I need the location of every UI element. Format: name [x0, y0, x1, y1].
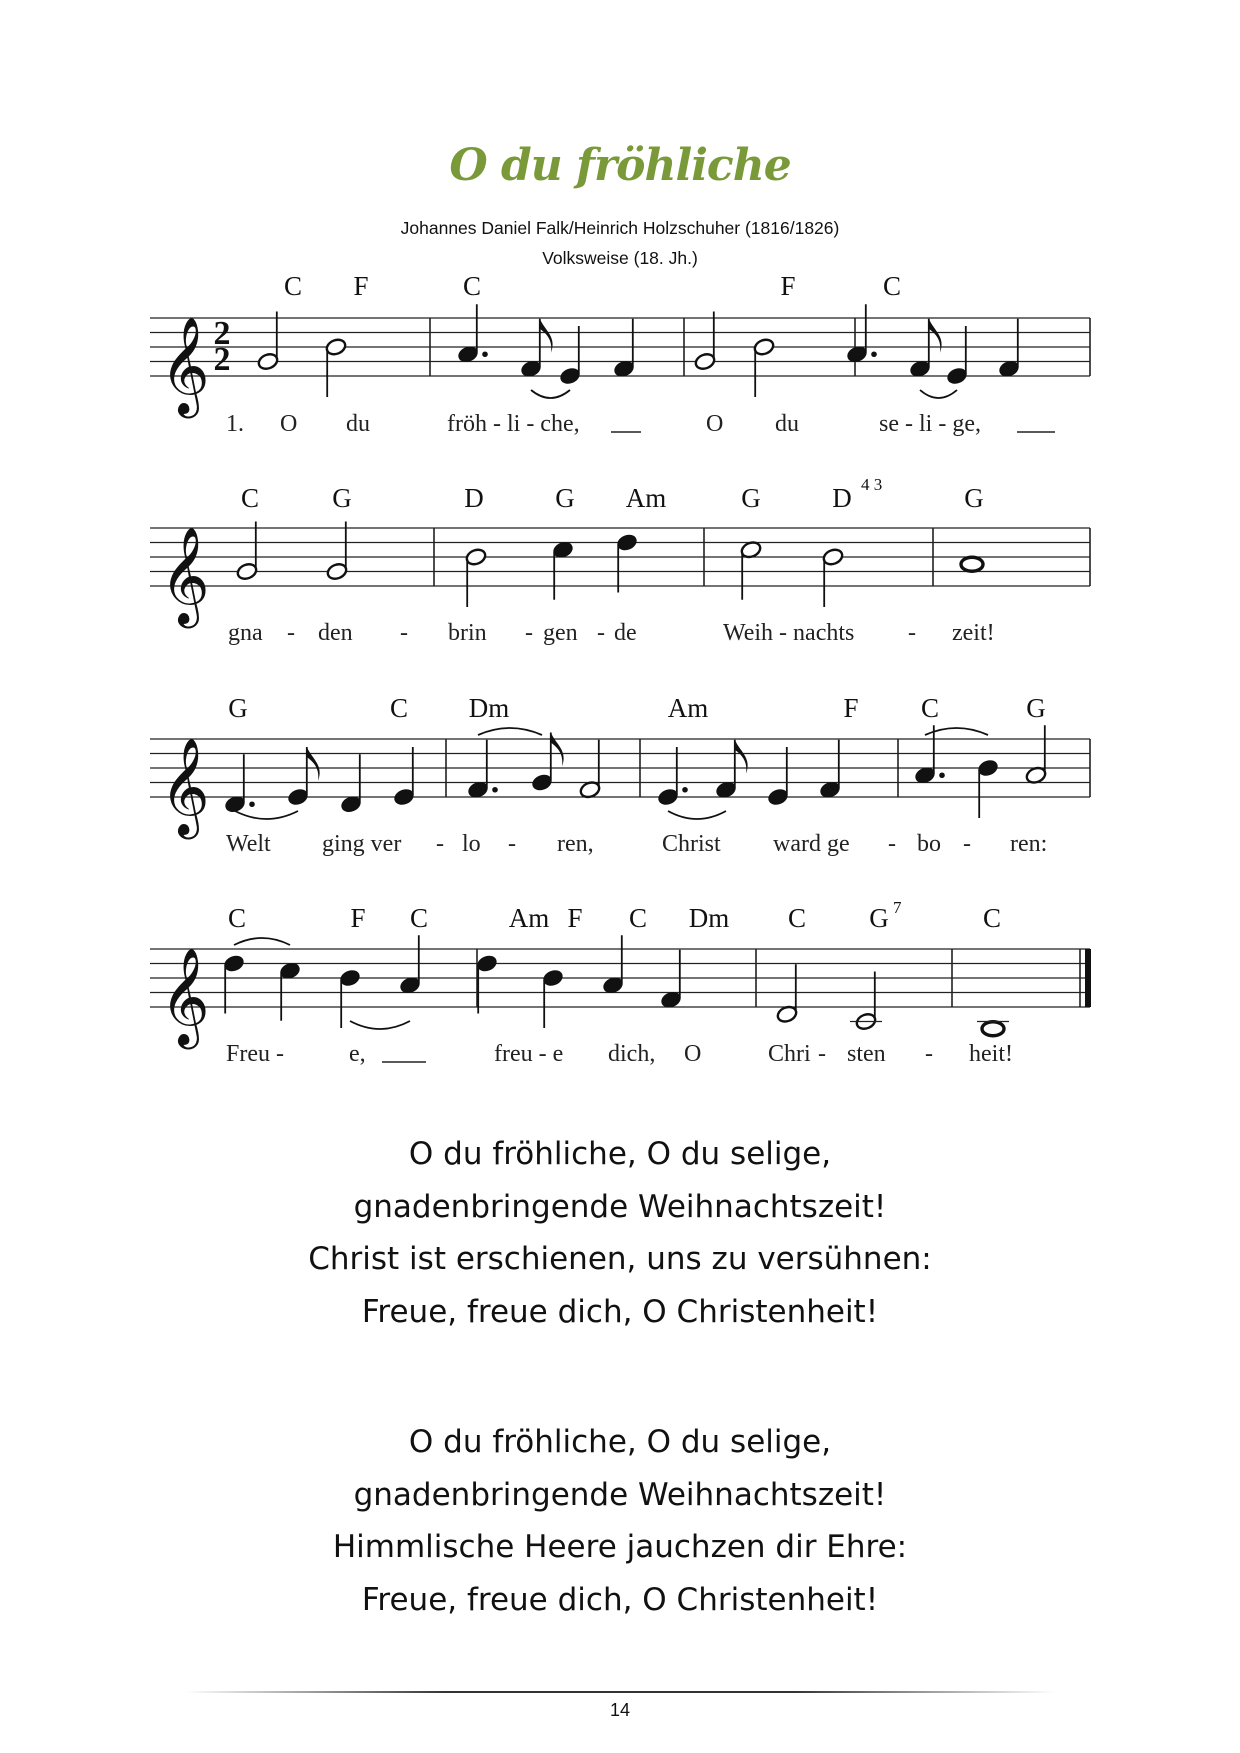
chord: F: [350, 903, 366, 933]
chord-seventh: 7: [893, 898, 902, 917]
lyric: gna: [228, 620, 263, 646]
verse-line: gnadenbringende Weihnachtszeit!: [353, 1476, 887, 1513]
treble-clef-icon: 𝄞: [160, 526, 210, 624]
lyric: ren:: [1010, 831, 1048, 857]
lyric: dich,: [608, 1041, 656, 1067]
chord: G: [964, 483, 984, 513]
chord: G: [869, 903, 889, 933]
whole-note: [982, 1022, 1004, 1036]
lyric: Chri: [768, 1041, 811, 1067]
stanza-1: [0, 1128, 1240, 1338]
lyric: ren,: [557, 831, 594, 857]
augmentation-dot: [492, 787, 498, 793]
chord: G: [1026, 693, 1046, 723]
lyric: 1.: [226, 411, 244, 437]
chord: C: [240, 483, 260, 513]
final-barline: [1085, 949, 1091, 1007]
lyric: Welt: [226, 831, 271, 857]
verse-line: gnadenbringende Weihnachtszeit!: [353, 1188, 887, 1225]
tie: [668, 811, 726, 819]
lyric: -: [908, 620, 916, 646]
melody-credit: Volksweise (18. Jh.): [542, 248, 698, 268]
tie: [531, 390, 570, 398]
treble-clef-icon: 𝄞: [160, 316, 210, 414]
chord: C: [409, 903, 429, 933]
tie: [478, 728, 542, 735]
chord: G: [741, 483, 761, 513]
treble-clef-icon: 𝄞: [160, 737, 210, 835]
lyric: O: [706, 411, 724, 437]
lyric: ging ver: [322, 831, 402, 857]
chord: Dm: [468, 693, 510, 723]
whole-note: [961, 557, 983, 571]
augmentation-dot: [939, 772, 945, 778]
lyric: bo: [917, 831, 941, 857]
lyric: O: [280, 411, 298, 437]
lyric: -: [818, 1041, 826, 1067]
chord: C: [628, 903, 648, 933]
song-title: O du fröhliche: [449, 140, 791, 191]
stanza-2: [0, 1416, 1240, 1626]
time-signature-top: 2: [213, 315, 231, 352]
chord: F: [353, 271, 369, 301]
lyrics-verses: [0, 1128, 1240, 1704]
chord: G: [555, 483, 575, 513]
lyric: -: [963, 831, 971, 857]
lyric: heit!: [969, 1041, 1013, 1067]
note-flag: [735, 740, 748, 774]
augmentation-dot: [682, 787, 688, 793]
tie: [235, 811, 298, 819]
time-signature-bottom: 2: [213, 341, 231, 378]
chord: F: [780, 271, 796, 301]
chord: Am: [667, 693, 709, 723]
chord: G: [332, 483, 352, 513]
verse-line: Himmlische Heere jauchzen dir Ehre:: [332, 1529, 908, 1565]
verse-line: Christ ist erschienen, uns zu versühnen:: [308, 1241, 932, 1277]
lyric: gen: [543, 620, 578, 646]
tie: [234, 938, 290, 945]
lyric: sten: [847, 1041, 886, 1067]
chord: Am: [625, 483, 667, 513]
verse-line: O du fröhliche, O du selige,: [408, 1136, 832, 1172]
lyric: -: [597, 620, 605, 646]
lyric: -: [508, 831, 516, 857]
lyric: lo: [462, 831, 481, 857]
verse-line: Freue, freue dich, O Christenheit!: [361, 1293, 879, 1330]
lyric: ward ge: [773, 831, 850, 857]
page-number: 14: [609, 1700, 631, 1720]
chord: C: [389, 693, 409, 723]
lyric: -: [400, 620, 408, 646]
lyric: -: [287, 620, 295, 646]
chord: C: [787, 903, 807, 933]
lyric: du: [346, 411, 370, 437]
lyric: -: [888, 831, 896, 857]
chord: C: [227, 903, 247, 933]
chord: C: [982, 903, 1002, 933]
chord: C: [283, 271, 303, 301]
tie: [350, 1021, 410, 1029]
augmentation-dot: [482, 351, 488, 357]
note-flag: [307, 747, 320, 781]
tie: [920, 390, 957, 398]
note-flag: [551, 733, 564, 767]
lyric: e,: [349, 1041, 366, 1067]
chord: C: [882, 271, 902, 301]
lyric: den: [318, 620, 353, 646]
chord: Am: [508, 903, 550, 933]
verse-line: O du fröhliche, O du selige,: [408, 1424, 832, 1460]
chord: F: [843, 693, 859, 723]
lyric: freu - e: [494, 1041, 564, 1067]
lyric: de: [614, 620, 637, 646]
lyric: du: [775, 411, 799, 437]
verse-line: Freue, freue dich, O Christenheit!: [361, 1581, 879, 1618]
lyric: Christ: [662, 831, 721, 857]
treble-clef-icon: 𝄞: [160, 947, 210, 1045]
lyric: -: [436, 831, 444, 857]
lyric: zeit!: [952, 620, 995, 646]
augmentation-dot: [871, 351, 877, 357]
chord: F: [567, 903, 583, 933]
chord: D: [464, 483, 484, 513]
footer-rule: [185, 1691, 1055, 1693]
chord: C: [920, 693, 940, 723]
chord: Dm: [688, 903, 730, 933]
lyric: O: [684, 1041, 702, 1067]
treble-clef-icons: [160, 316, 210, 1049]
augmentation-dot: [249, 801, 255, 807]
lyric: brin: [448, 620, 487, 646]
chord-suspension: 4 3: [861, 475, 883, 494]
chord: D: [832, 483, 852, 513]
lyric: -: [925, 1041, 933, 1067]
lyric: fröh - li - che,: [447, 411, 580, 437]
lyric: -: [525, 620, 533, 646]
lyric: Weih - nachts: [723, 620, 855, 646]
lyric: se - li - ge,: [879, 411, 981, 437]
chord: G: [228, 693, 248, 723]
chord: C: [462, 271, 482, 301]
author-credit: Johannes Daniel Falk/Heinrich Holzschuher (1816/1826): [400, 218, 840, 238]
lyric: Freu -: [226, 1041, 284, 1067]
